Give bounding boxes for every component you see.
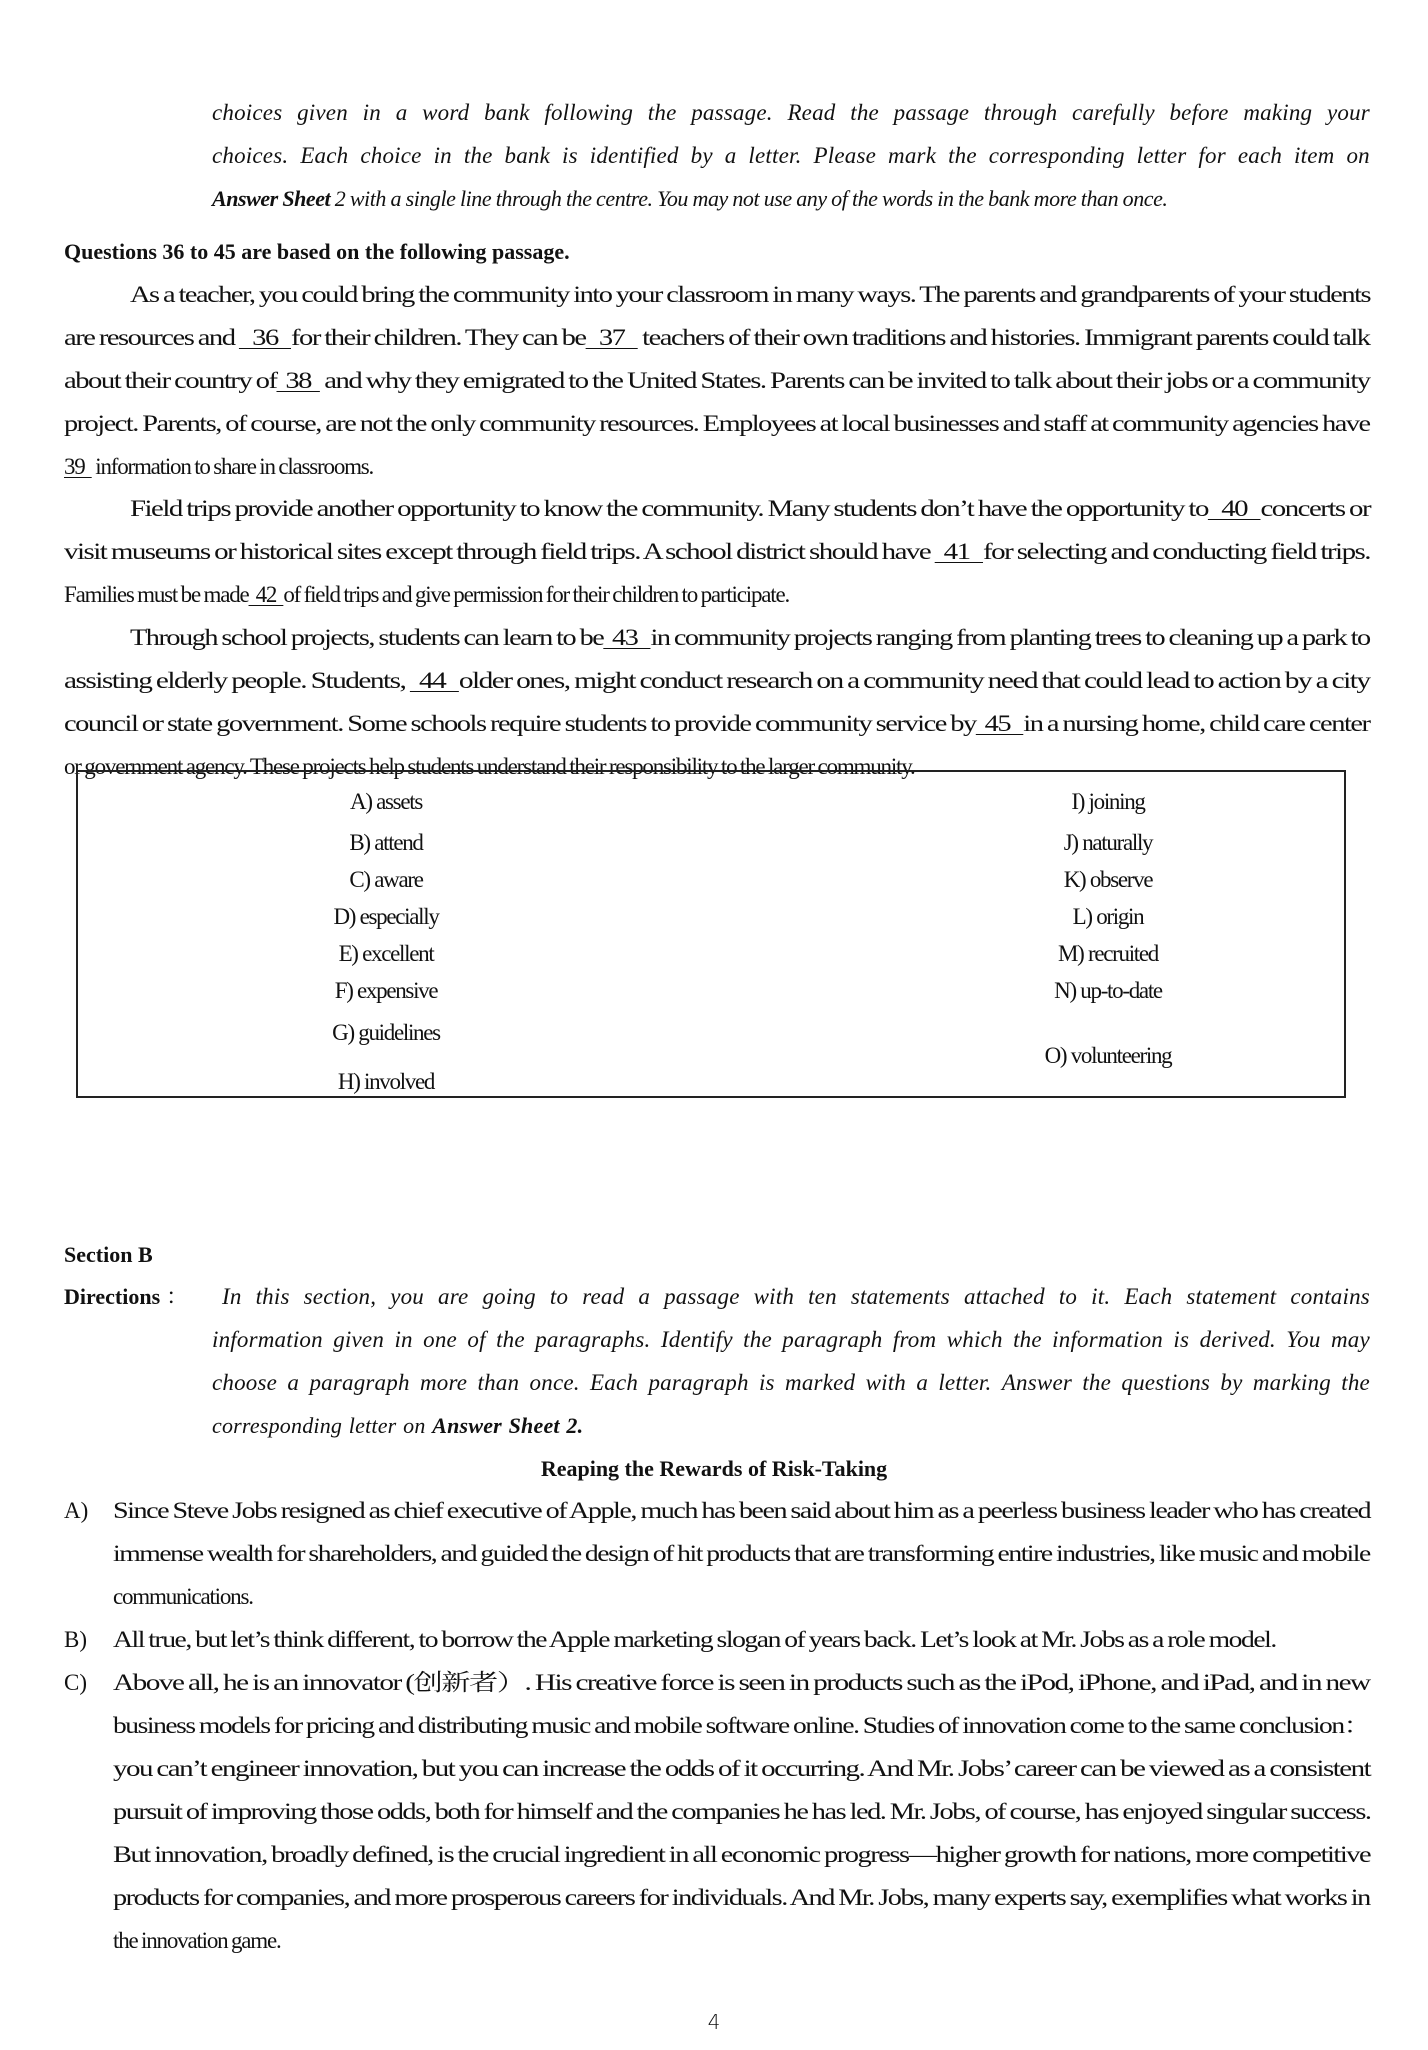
paragraph-label: B) [64,1627,87,1652]
word: Each [1124,1284,1173,1309]
paragraph-text: But innovation, broadly defined, is the crucial ingredient in all economic progress—higher growth for nations, more competitive [113,1842,1371,1867]
word: through [983,100,1058,125]
passage-line [130,494,1371,524]
section-b-directions-line-1 [222,1282,1370,1312]
word: choice [360,143,422,168]
word: with [865,1370,906,1395]
word: which [946,1327,1003,1352]
passage-text: As a teacher, you could bring the community into your classroom in many ways. The parents and grandparents of your students [130,282,1371,307]
word: by [1220,1370,1243,1395]
passage-text: concerts or [1260,496,1371,521]
passage-line [64,452,373,482]
word: before [1169,100,1229,125]
directions-colon: ： [166,1284,189,1309]
paragraph-text: Above all, he is an innovator (创新者）. His creative force is seen in products such as the iPod, iPhone, and iPad, and in new [113,1670,1370,1695]
word: are [438,1284,469,1309]
directions-line-1 [212,98,1370,128]
paragraph-text: the innovation game. [113,1928,281,1953]
paragraph-line [113,1668,1370,1698]
passage-text: teachers of their own traditions and histories. Immigrant parents could talk [637,325,1370,350]
passage-title: Reaping the Rewards of Risk-Taking [540,1456,888,1481]
word-bank-option: D) especially [333,904,439,929]
passage-line [130,280,1371,310]
word: than [477,1370,520,1395]
passage-line-text [64,582,789,607]
paragraph-line [113,1496,1371,1526]
answer-blank[interactable]: 36 [238,325,292,350]
passage-line-text [64,409,1370,439]
word: the [463,143,493,168]
word: the [948,143,977,168]
word: the [1082,1370,1112,1395]
word: letter. [748,143,802,168]
word: paragraph [782,1327,883,1352]
passage-text: assisting elderly people. Students, [64,668,410,693]
word: section, [303,1284,377,1309]
page-number: 4 [707,2010,721,2034]
passage-text: Field trips provide another opportunity to know the community. Many students don’t have the opportunity to [130,496,1208,521]
word: you [390,1284,424,1309]
passage-line-text [64,666,1370,696]
word: a [916,1370,929,1395]
paragraph-line [113,1797,1371,1827]
word: the [743,1327,772,1352]
word: Read [787,100,836,125]
word: attached [963,1284,1045,1309]
word: passage [893,100,970,125]
word-bank-option: F) expensive [334,978,438,1003]
paragraph-text: pursuit of improving those odds, both for himself and the companies he has led. Mr. Jobs, of course, has enjoyed singular success. [113,1799,1371,1824]
passage-text: information to share in classrooms. [91,454,374,479]
word: is [1173,1327,1190,1352]
word: a [395,100,408,125]
section-b-directions-line-3 [212,1368,1370,1398]
word: letter [1136,143,1187,168]
directions-text: 2 with a single line through the centre. You may not use any of the words in the bank more than once. [330,186,1168,211]
word: of [467,1327,486,1352]
passage-text: or government agency. These projects help students understand their responsibility to the larger community. [64,754,915,779]
paragraph-text: immense wealth for shareholders, and guided the design of hit products that are transforming entire industries, like music and mobile [113,1541,1370,1566]
paragraph-line [113,1754,1371,1784]
passage-text: for selecting and conducting field trips. [983,539,1371,564]
passage-text: in a nursing home, child care center [1023,711,1370,736]
word: statement [1186,1284,1277,1309]
paragraph-line [113,1883,1370,1913]
word: passage [664,1284,740,1309]
paragraph-line [113,1625,1276,1655]
directions-line-3 [212,184,1167,214]
word: a [638,1284,651,1309]
word: given [333,1327,385,1352]
section-b-directions-line-4 [212,1411,583,1441]
passage-line [64,537,1371,567]
paragraph-text: communications. [113,1584,253,1609]
word: derived. [1199,1327,1276,1352]
answer-blank[interactable]: 40 [1207,496,1261,521]
passage-text: older ones, might conduct research on a community need that could lead to action by a city [458,668,1370,693]
word: choose [212,1370,278,1395]
passage-text: council or state government. Some schools require students to provide community service by [64,711,976,736]
passage-text: visit museums or historical sites except through field trips. A school district should have [64,539,935,564]
word-bank [76,770,1346,1098]
answer-blank[interactable]: 44 [409,668,459,693]
paragraph-text: Since Steve Jobs resigned as chief executive of Apple, much has been said about him as a peerless business leader who has created [113,1498,1371,1523]
answer-blank[interactable]: 38 [276,368,320,393]
word: identified [589,143,679,168]
passage-line-text [64,366,1370,396]
word: paragraph [648,1370,749,1395]
word: following [544,100,634,125]
directions-label-text: Directions [64,1284,161,1309]
word: ten [808,1284,837,1309]
directions-text [212,1325,1370,1355]
word: from [892,1327,937,1352]
word: marked [785,1370,856,1395]
word: mark [888,143,937,168]
word-bank-option: I) joining [1071,789,1145,814]
passage-line-text [130,623,1370,653]
passage-line-text [130,494,1370,524]
word: one [423,1327,457,1352]
passage-line [130,623,1370,653]
passage-text: about their country of [64,368,277,393]
word-bank-option: A) assets [350,789,422,814]
word: letter. [938,1370,992,1395]
word: information [212,1327,323,1352]
passage-text: of field trips and give permission for their children to participate. [283,582,790,607]
paragraph-line [113,1926,281,1956]
word: once. [529,1370,580,1395]
passage-text: project. Parents, of course, are not the only community resources. Employees at local businesses and staff at community agencies have [64,411,1370,436]
word: the [1341,1370,1370,1395]
answer-sheet-ref: Answer Sheet 2. [432,1413,584,1438]
directions-text [212,98,1370,128]
word: paragraph [309,1370,410,1395]
passage-line [64,409,1370,439]
word: each [1237,143,1283,168]
answer-blank[interactable]: 39 [64,454,92,479]
passage-line [64,580,789,610]
paragraph-text: business models for pricing and distributing music and mobile software online. Studies of innovation come to the same conclusion： [113,1713,1370,1738]
passage-line [64,366,1370,396]
word: more [419,1370,468,1395]
word: in [362,100,381,125]
directions-label [64,1282,188,1312]
word: this [255,1284,290,1309]
word: You [1286,1327,1321,1352]
paragraph-line [113,1840,1371,1870]
word-bank-option: H) involved [337,1069,435,1094]
word: with [753,1284,795,1309]
word: in [394,1327,413,1352]
directions-text: corresponding letter on [212,1413,433,1438]
paragraph-text: All true, but let’s think different, to borrow the Apple marketing slogan of years back. Let’s look at Mr. Jobs as a role model. [113,1627,1276,1652]
passage-text: for their children. They can be [291,325,586,350]
paragraph-label: C) [64,1670,87,1695]
word: is [758,1370,775,1395]
word: by [690,143,713,168]
word: passage. [691,100,773,125]
word-bank-option: B) attend [349,830,423,855]
directions-text [222,1282,1370,1312]
word: corresponding [988,143,1125,168]
passage-text: Through school projects, students can learn to be [130,625,604,650]
section-b-heading: Section B [64,1242,153,1267]
word: the [850,100,879,125]
word-bank-option: L) origin [1072,904,1144,929]
paragraph-line [113,1539,1370,1569]
word-bank-option: G) guidelines [332,1020,440,1045]
passage-line-text [64,323,1370,353]
word-bank-option: K) observe [1063,867,1153,892]
paragraph-line [113,1582,253,1612]
word: the [496,1327,525,1352]
word: in [433,143,452,168]
answer-blank[interactable]: 45 [975,711,1024,736]
word: marking [1252,1370,1331,1395]
passage-text: are resources and [64,325,239,350]
passage-line-text [130,280,1370,310]
answer-blank[interactable]: 42 [248,582,284,607]
passage-line-text [64,537,1370,567]
word: to [549,1284,569,1309]
word: is [562,143,578,168]
word-bank-option: J) naturally [1063,830,1153,855]
word: given [297,100,348,125]
word: questions [1121,1370,1211,1395]
word: Answer [1001,1370,1073,1395]
word-bank-option: M) recruited [1058,941,1158,966]
passage-line [64,323,1370,353]
word-bank-option: O) volunteering [1044,1043,1172,1068]
word: carefully [1072,100,1155,125]
word: Each [300,143,349,168]
passage-line-text [64,709,1370,739]
word: bank [504,143,551,168]
directions-text [212,1368,1370,1398]
answer-blank[interactable]: 43 [603,625,651,650]
paragraph-text: products for companies, and more prosperous careers for individuals. And Mr. Jobs, many experts say, exemplifies what works in [113,1885,1370,1910]
word: contains [1290,1284,1370,1309]
word: read [582,1284,625,1309]
answer-blank[interactable]: 37 [585,325,638,350]
word-bank-option: N) up-to-date [1054,978,1162,1003]
word: item [1294,143,1335,168]
paragraph-text: you can’t engineer innovation, but you can increase the odds of it occurring. And Mr. Jobs’ career can be viewed as a consistent [113,1756,1371,1781]
passage-text: and why they emigrated to the United States. Parents can be invited to talk about their jobs or a community [319,368,1370,393]
paragraph-label: A) [64,1498,89,1523]
passage-line [64,709,1370,739]
word: going [482,1284,536,1309]
word: the [1013,1327,1042,1352]
word: a [287,1370,300,1395]
section-b-directions-line-2 [212,1325,1370,1355]
word: Each [590,1370,639,1395]
word: your [1326,100,1370,125]
word: choices. [212,143,289,168]
passage-text: Families must be made [64,582,249,607]
word: a [724,143,737,168]
questions-heading: Questions 36 to 45 are based on the following passage. [64,239,570,264]
paragraph-line [113,1711,1370,1741]
word: Please [813,143,877,168]
word: to [1058,1284,1078,1309]
directions-text [212,141,1370,171]
word: In [222,1284,242,1309]
word: paragraphs. [535,1327,651,1352]
word-bank-option: E) excellent [338,941,434,966]
directions-line-2 [212,141,1370,171]
word: choices [212,100,283,125]
passage-line [64,666,1370,696]
word: may [1330,1327,1370,1352]
word: information [1052,1327,1163,1352]
word: the [647,100,677,125]
answer-blank[interactable]: 41 [934,539,984,564]
word: statements [850,1284,950,1309]
word: making [1243,100,1313,125]
word: Identify [660,1327,733,1352]
word: on [1346,143,1370,168]
word: for [1198,143,1226,168]
answer-sheet-ref: Answer Sheet [212,186,331,211]
passage-text: in community projects ranging from planting trees to cleaning up a park to [650,625,1370,650]
word-bank-option: C) aware [349,867,423,892]
passage-line-text [64,454,373,479]
word: it. [1091,1284,1111,1309]
word: word [422,100,470,125]
word: bank [484,100,530,125]
